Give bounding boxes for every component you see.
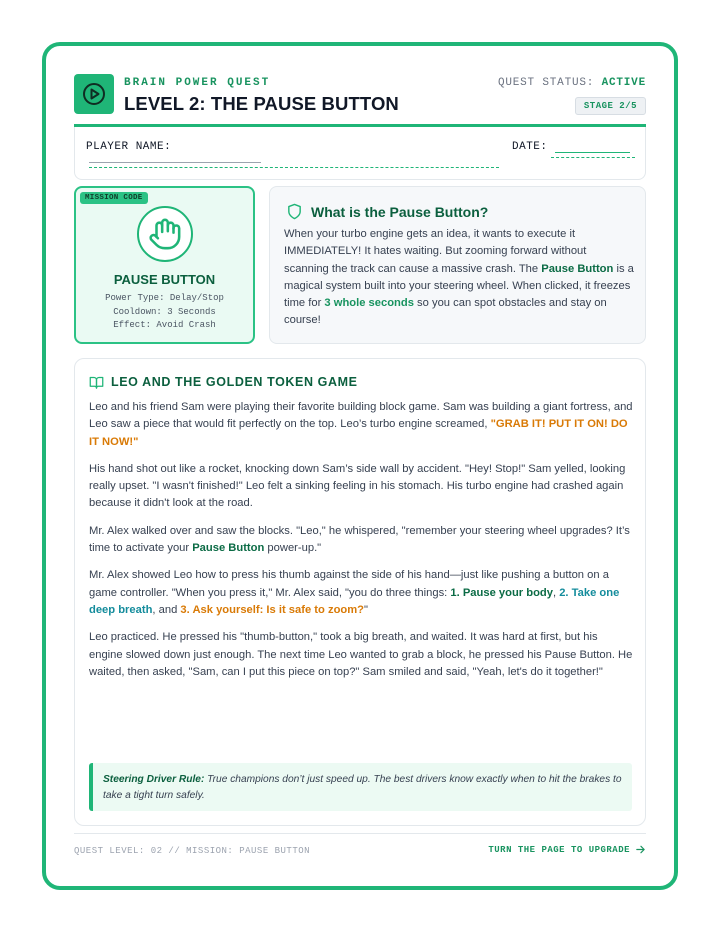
page-title: LEVEL 2: THE PAUSE BUTTON: [124, 93, 399, 114]
player-info-box: [74, 127, 646, 180]
story-text-part: , and: [152, 603, 181, 616]
story-text-part: ,: [552, 586, 560, 599]
info-text-part: When your turbo engine gets an idea, it wants to execute it IMMEDIATELY! It hates waiting. But zooming forward without scanning the track can cause a massive crash. The: [284, 228, 587, 275]
player-name-dashed-line: [89, 167, 499, 168]
quest-status-value: ACTIVE: [601, 77, 646, 89]
story-paragraph: [89, 523, 633, 558]
story-card: [74, 358, 646, 826]
story-text-part: Mr. Alex walked over and saw the blocks. "Leo," he whispered, "remember your steering wheel upgrades? It’s time to activate your: [89, 524, 630, 555]
hand-icon: [148, 217, 182, 251]
story-step-2: 2. Take one deep breath: [89, 586, 620, 616]
next-page-link[interactable]: [488, 844, 646, 855]
info-text: [284, 226, 634, 330]
mission-effect: Effect: Avoid Crash: [113, 320, 216, 330]
story-paragraph: [89, 567, 633, 619]
stage-badge: STAGE 2/5: [575, 97, 646, 115]
rule-label: Steering Driver Rule:: [103, 774, 205, 785]
story-step-1: 1. Pause your body: [450, 586, 553, 599]
book-icon: [89, 376, 104, 389]
mission-title: PAUSE BUTTON: [113, 272, 216, 287]
info-title: What is the Pause Button?: [311, 203, 489, 220]
date-label: DATE:: [512, 141, 548, 153]
mission-code-tag: MISSION CODE: [80, 192, 148, 204]
mission-cooldown: Cooldown: 3 Seconds: [113, 306, 216, 317]
story-paragraph: His hand shot out like a rocket, knocking down Sam’s side wall by accident. "Hey! Stop!" Sam yelled, looking really upset. "I wasn't finished!" Leo felt a sinking feeling in his stomach. His turbo engine had crashed again because it didn't look at the road.: [89, 462, 626, 510]
arrow-right-icon: [635, 844, 646, 855]
player-name-field[interactable]: [89, 162, 261, 163]
quest-status-label: QUEST STATUS:: [497, 77, 602, 89]
footer-divider: [74, 833, 646, 834]
shield-icon: [286, 203, 303, 220]
header-kicker: BRAIN POWER QUEST: [124, 77, 271, 89]
player-name-label: PLAYER NAME:: [86, 141, 172, 153]
info-text-part: is a magical system built into your steering wheel. When clicked, it freezes time for: [284, 262, 634, 310]
story-text-part: ": [364, 603, 369, 616]
logo-badge: [74, 74, 114, 114]
mission-stats: [76, 292, 253, 333]
mission-icon-circle: [137, 206, 193, 262]
info-text-part: so you can spot obstacles and stay on course!: [284, 297, 607, 327]
info-heading: [286, 203, 488, 220]
story-text-part: Mr. Alex showed Leo how to press his thumb against the side of his hand—just like pushing a button on a game controller. "When you press it," Mr. Alex said, "you do three things:: [89, 569, 609, 599]
next-page-label: TURN THE PAGE TO UPGRADE: [488, 844, 630, 855]
story-text-part: Leo and his friend Sam were playing their favorite building block game. Sam was building a giant fortress, and Leo saw a piece that would fit perfectly on the top. Leo’s turbo engine screamed,: [89, 401, 633, 431]
story-body: [89, 399, 633, 691]
quest-status: [498, 77, 646, 89]
story-highlight-pause-button: Pause Button: [192, 542, 265, 555]
story-heading: [89, 375, 358, 389]
info-highlight-seconds: 3 whole seconds: [324, 297, 414, 310]
story-title: LEO AND THE GOLDEN TOKEN GAME: [111, 375, 358, 389]
info-highlight-pause-button: Pause Button: [541, 262, 614, 275]
rule-text: True champions don’t just speed up. The best drivers know exactly when to hit the brakes to take a tight turn safely.: [103, 774, 622, 801]
story-paragraph: Leo practiced. He pressed his "thumb-button," took a big breath, and waited. It was hard at first, but his engine slowed down just enough. The next time Leo wanted to grab a block, he pressed his Pause Button. He waited, then asked, "Sam, can I put this piece on top?" Sam smiled and said, "Yeah, let's do it together!": [89, 631, 633, 678]
story-text-part: power-up.": [264, 542, 322, 555]
play-circle-icon: [81, 81, 107, 107]
worksheet-frame: [42, 42, 678, 890]
footer-level-info: QUEST LEVEL: 02 // MISSION: PAUSE BUTTON: [74, 846, 311, 856]
date-dashed-line: [551, 157, 635, 158]
story-step-3: 3. Ask yourself: Is it safe to zoom?: [180, 603, 365, 616]
date-field[interactable]: [555, 152, 630, 153]
steering-rule-callout: [89, 763, 632, 811]
info-card: [269, 186, 646, 344]
mission-card: [74, 186, 255, 344]
mission-power-type: Power Type: Delay/Stop: [105, 293, 224, 303]
story-paragraph: [89, 399, 633, 451]
story-highlight-shout: "GRAB IT! PUT IT ON! DO IT NOW!": [89, 418, 628, 448]
